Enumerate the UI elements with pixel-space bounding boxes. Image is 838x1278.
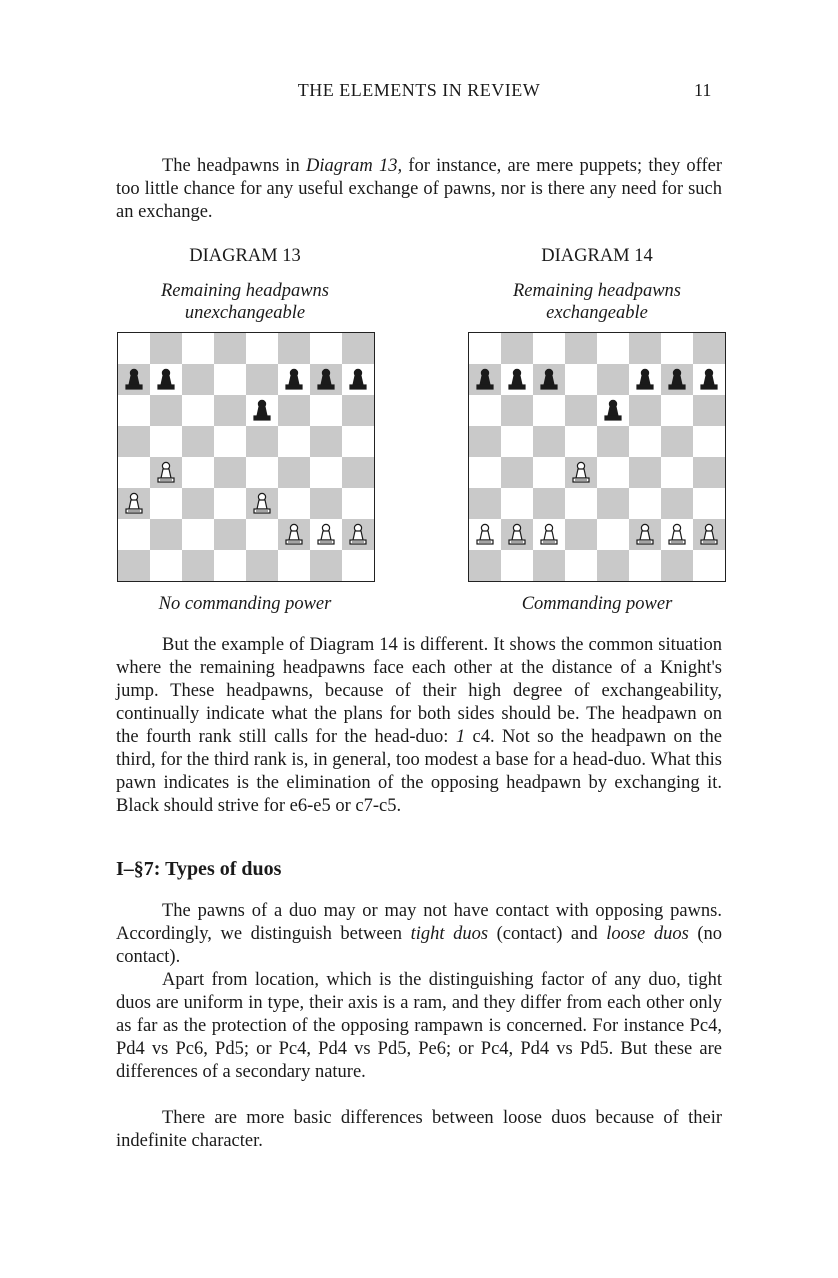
board-square-c3 — [182, 488, 214, 519]
diagram-caption: Commanding power — [521, 594, 673, 614]
board-square-d1 — [565, 550, 597, 581]
term-tight-duos: tight duos — [410, 924, 489, 944]
page-number: 11 — [694, 80, 712, 100]
board-square-b3 — [150, 488, 182, 519]
board-square-c7 — [182, 364, 214, 395]
board-square-e7 — [597, 364, 629, 395]
board-square-f5 — [278, 426, 310, 457]
board-square-g6 — [310, 395, 342, 426]
board-square-e3 — [597, 488, 629, 519]
board-square-d6 — [214, 395, 246, 426]
board-square-d5 — [565, 426, 597, 457]
running-head — [0, 80, 838, 106]
board-square-g5 — [661, 426, 693, 457]
board-square-d3 — [214, 488, 246, 519]
board-square-a4 — [118, 457, 150, 488]
board-square-h1 — [693, 550, 725, 581]
board-square-d2 — [565, 519, 597, 550]
board-square-c6 — [533, 395, 565, 426]
diagram-subtitle-line1: Remaining headpawns — [512, 281, 682, 301]
board-square-d1 — [214, 550, 246, 581]
board-square-d8 — [214, 333, 246, 364]
board-squares — [118, 333, 374, 581]
diagram-13-caption-wrap — [80, 592, 410, 616]
board-square-g1 — [661, 550, 693, 581]
diagram-subtitle-line2: exchangeable — [546, 303, 648, 323]
board-square-f3 — [629, 488, 661, 519]
board-square-g4 — [661, 457, 693, 488]
board-square-a8 — [469, 333, 501, 364]
board-square-f6 — [629, 395, 661, 426]
board-square-b5 — [150, 426, 182, 457]
board-square-g3 — [661, 488, 693, 519]
board-square-c1 — [182, 550, 214, 581]
board-square-b6 — [501, 395, 533, 426]
board-square-d7 — [565, 364, 597, 395]
board-square-f3 — [278, 488, 310, 519]
board-square-a6 — [469, 395, 501, 426]
board-square-b8 — [501, 333, 533, 364]
board-square-a3 — [469, 488, 501, 519]
board-square-e1 — [246, 550, 278, 581]
board-square-h4 — [693, 457, 725, 488]
board-square-h3 — [342, 488, 374, 519]
board-square-e8 — [597, 333, 629, 364]
board-square-e2 — [597, 519, 629, 550]
board-square-e4 — [246, 457, 278, 488]
diagram-reference: Diagram 13, — [305, 156, 403, 176]
board-square-d6 — [565, 395, 597, 426]
board-square-d7 — [214, 364, 246, 395]
board-square-e4 — [597, 457, 629, 488]
board-square-f6 — [278, 395, 310, 426]
board-square-d3 — [565, 488, 597, 519]
board-square-b5 — [501, 426, 533, 457]
board-square-a1 — [469, 550, 501, 581]
board-square-c6 — [182, 395, 214, 426]
board-square-c2 — [182, 519, 214, 550]
section-heading: I–§7: Types of duos — [116, 858, 282, 880]
board-square-a4 — [469, 457, 501, 488]
board-square-b2 — [150, 519, 182, 550]
diagram-caption: No commanding power — [158, 594, 332, 614]
board-square-d8 — [565, 333, 597, 364]
board-square-f1 — [629, 550, 661, 581]
board-square-h5 — [342, 426, 374, 457]
board-square-g3 — [310, 488, 342, 519]
body-paragraph: There are more basic differences between loose duos because of their indefinite character. — [116, 1108, 722, 1151]
board-square-d2 — [214, 519, 246, 550]
board-square-h1 — [342, 550, 374, 581]
term-loose-duos: loose duos — [606, 924, 689, 944]
board-square-g8 — [310, 333, 342, 364]
board-square-a8 — [118, 333, 150, 364]
board-square-c5 — [182, 426, 214, 457]
diagram-14-caption-wrap — [432, 592, 762, 616]
board-square-c8 — [533, 333, 565, 364]
board-square-c4 — [533, 457, 565, 488]
running-title: THE ELEMENTS IN REVIEW — [297, 80, 541, 100]
body-paragraph: But the example of Diagram 14 is different. It shows the common situation where the remaining headpawns face each other at the distance of a Knight's jump. These headpawns, because of their high degree of exchangeability, continually indicate what the plans for both sides should be. The headpawn on the fourth rank still calls for the head-duo: 1 c4. Not so the headpawn on the third, for the third rank is, in general, too modest a base for a head-duo. What this pawn indicates is the elimination of the opposing headpawn by exchanging it. Black should strive for e6-e5 or c7-c5. — [116, 635, 722, 816]
board-square-g4 — [310, 457, 342, 488]
body-paragraph: Apart from location, which is the distinguishing factor of any duo, tight duos are uniform in type, their axis is a ram, and they differ from each other only as far as the protection of the opposing rampawn is concerned. For instance Pc4, Pd4 vs Pc6, Pd5; or Pc4, Pd4 vs Pd5, Pe6; or Pc4, Pd4 vs Pd5. But these are differences of a secondary nature. — [116, 970, 722, 1082]
board-square-a2 — [118, 519, 150, 550]
board-square-g1 — [310, 550, 342, 581]
board-square-e8 — [246, 333, 278, 364]
board-square-g6 — [661, 395, 693, 426]
board-square-c1 — [533, 550, 565, 581]
board-square-h6 — [342, 395, 374, 426]
chess-board-14 — [468, 332, 726, 582]
board-square-f4 — [278, 457, 310, 488]
board-square-f8 — [278, 333, 310, 364]
diagram-13 — [80, 244, 410, 324]
diagram-14 — [432, 244, 762, 324]
board-squares — [469, 333, 725, 581]
diagram-subtitle-line2: unexchangeable — [184, 303, 306, 323]
board-square-a1 — [118, 550, 150, 581]
board-square-g8 — [661, 333, 693, 364]
board-square-e1 — [597, 550, 629, 581]
board-square-c4 — [182, 457, 214, 488]
diagram-subtitle-line1: Remaining headpawns — [160, 281, 330, 301]
board-square-b1 — [501, 550, 533, 581]
board-square-a5 — [469, 426, 501, 457]
diagram-title: DIAGRAM 14 — [541, 246, 653, 266]
board-square-b6 — [150, 395, 182, 426]
body-paragraph: The pawns of a duo may or may not have contact with opposing pawns. Accordingly, we distinguish between tight duos (contact) and loose duos (no contact). — [116, 901, 723, 967]
board-square-g5 — [310, 426, 342, 457]
board-square-h8 — [693, 333, 725, 364]
chess-board-13 — [117, 332, 375, 582]
board-square-b1 — [150, 550, 182, 581]
board-square-h3 — [693, 488, 725, 519]
board-square-b4 — [501, 457, 533, 488]
board-square-b3 — [501, 488, 533, 519]
board-square-e2 — [246, 519, 278, 550]
board-square-e7 — [246, 364, 278, 395]
board-square-c8 — [182, 333, 214, 364]
board-square-e5 — [597, 426, 629, 457]
board-square-e5 — [246, 426, 278, 457]
board-square-b8 — [150, 333, 182, 364]
board-square-d4 — [214, 457, 246, 488]
board-square-h6 — [693, 395, 725, 426]
board-square-f5 — [629, 426, 661, 457]
move-number: 1 — [455, 727, 466, 747]
board-square-c5 — [533, 426, 565, 457]
board-square-f8 — [629, 333, 661, 364]
intro-paragraph: The headpawns in Diagram 13, for instance, are mere puppets; they offer too little chance for any useful exchange of pawns, nor is there any need for such an exchange. — [116, 156, 723, 222]
board-square-h8 — [342, 333, 374, 364]
board-square-f1 — [278, 550, 310, 581]
board-square-f4 — [629, 457, 661, 488]
board-square-d5 — [214, 426, 246, 457]
diagram-title: DIAGRAM 13 — [189, 246, 301, 266]
board-square-h4 — [342, 457, 374, 488]
board-square-h5 — [693, 426, 725, 457]
board-square-a6 — [118, 395, 150, 426]
board-square-a5 — [118, 426, 150, 457]
board-square-c3 — [533, 488, 565, 519]
